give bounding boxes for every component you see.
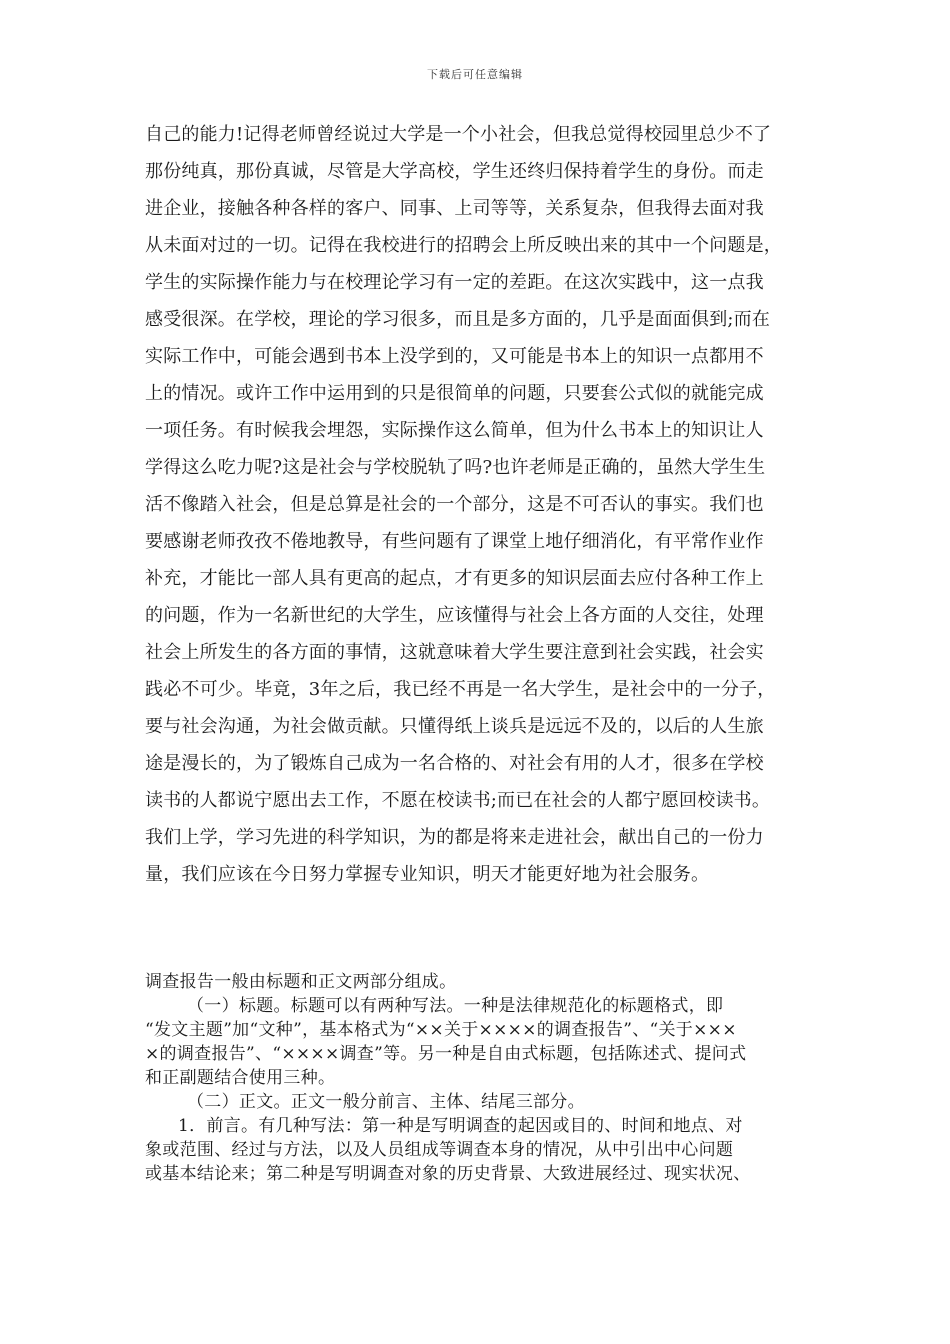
body-line: 学生的实际操作能力与在校理论学习有一定的差距。在这次实践中，这一点我 — [145, 272, 764, 293]
title-section-line: （一）标题。标题可以有两种写法。一种是法律规范化的标题格式，即 — [187, 996, 724, 1016]
body-line: 实际工作中，可能会遇到书本上没学到的，又可能是书本上的知识一点都用不 — [145, 346, 764, 367]
preface-section-line: 象或范围、经过与方法，以及人员组成等调查本身的情况，从中引出中心问题 — [145, 1140, 734, 1160]
title-section-line: 和正副题结合使用三种。 — [145, 1068, 336, 1088]
body-line: 要与社会沟通，为社会做贡献。只懂得纸上谈兵是远远不及的，以后的人生旅 — [145, 716, 764, 737]
body-section-line: （二）正文。正文一般分前言、主体、结尾三部分。 — [187, 1092, 585, 1112]
main-body-text — [145, 116, 825, 893]
body-line: 上的情况。或许工作中运用到的只是很简单的问题，只要套公式似的就能完成 — [145, 383, 764, 404]
body-line: 量，我们应该在今日努力掌握专业知识，明天才能更好地为社会服务。 — [145, 864, 710, 885]
body-line: 读书的人都说宁愿出去工作，不愿在校读书;而已在社会的人都宁愿回校读书。 — [145, 790, 771, 811]
body-line: 践必不可少。毕竟，3年之后，我已经不再是一名大学生，是社会中的一分子， — [145, 679, 776, 700]
preface-section-line: 或基本结论来；第二种是写明调查对象的历史背景、大致进展经过、现实状况、 — [145, 1164, 751, 1184]
body-line: 的问题，作为一名新世纪的大学生，应该懂得与社会上各方面的人交往，处理 — [145, 605, 764, 626]
body-line: 我们上学，学习先进的科学知识，为的都是将来走进社会，献出自己的一份力 — [145, 827, 764, 848]
report-intro: 调查报告一般由标题和正文两部分组成。 — [145, 972, 457, 992]
body-line: 感受很深。在学校，理论的学习很多，而且是多方面的，几乎是面面俱到;而在 — [145, 309, 771, 330]
title-section-line: ×的调查报告”、“××××调查”等。另一种是自由式标题，包括陈述式、提问式 — [145, 1044, 747, 1064]
title-section-line: “发文主题”加“文种”，基本格式为“××关于××××的调查报告”、“关于××× — [145, 1020, 737, 1040]
body-line: 自己的能力!记得老师曾经说过大学是一个小社会，但我总觉得校园里总少不了 — [145, 124, 772, 145]
preface-section-line: 1．前言。有几种写法：第一种是写明调查的起因或目的、时间和地点、对 — [178, 1116, 743, 1136]
report-guide-section — [145, 970, 825, 1186]
page-header: 下载后可任意编辑 — [427, 68, 523, 81]
body-line: 要感谢老师孜孜不倦地教导，有些问题有了课堂上地仔细消化，有平常作业作 — [145, 531, 764, 552]
body-line: 社会上所发生的各方面的事情，这就意味着大学生要注意到社会实践，社会实 — [145, 642, 764, 663]
body-line: 补充，才能比一部人具有更高的起点，才有更多的知识层面去应付各种工作上 — [145, 568, 764, 589]
body-line: 进企业，接触各种各样的客户、同事、上司等等，关系复杂，但我得去面对我 — [145, 198, 764, 219]
body-line: 一项任务。有时候我会埋怨，实际操作这么简单，但为什么书本上的知识让人 — [145, 420, 764, 441]
body-line: 从未面对过的一切。记得在我校进行的招聘会上所反映出来的其中一个问题是， — [145, 235, 782, 256]
body-line: 活不像踏入社会，但是总算是社会的一个部分，这是不可否认的事实。我们也 — [145, 494, 764, 515]
body-line: 学得这么吃力呢?这是社会与学校脱轨了吗?也许老师是正确的，虽然大学生生 — [145, 457, 766, 478]
body-line: 途是漫长的，为了锻炼自己成为一名合格的、对社会有用的人才，很多在学校 — [145, 753, 764, 774]
body-line: 那份纯真，那份真诚，尽管是大学高校，学生还终归保持着学生的身份。而走 — [145, 161, 764, 182]
